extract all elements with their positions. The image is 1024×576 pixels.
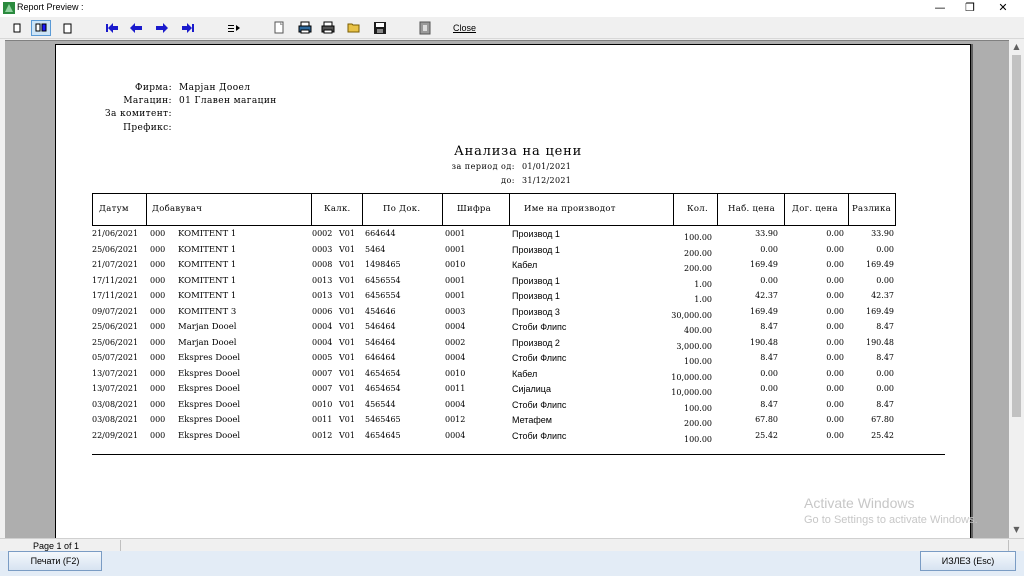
cell-razlika: 0.00: [876, 244, 894, 254]
scrollbar-thumb[interactable]: [1012, 55, 1021, 417]
cell-qty: 200.00: [684, 264, 712, 273]
cell-qty: 200.00: [684, 248, 712, 258]
cell-supplier: Marjan Dooel: [178, 337, 237, 348]
cell-kalk: 0003: [312, 244, 333, 254]
cell-doc: 5464: [365, 244, 386, 254]
cell-razlika: 42.37: [871, 291, 894, 300]
cell-kalk: 0004: [312, 337, 333, 347]
cell-kalk: 0004: [312, 322, 333, 331]
cell-sifra: 0003: [445, 306, 466, 316]
cell-sifra: 0011: [445, 384, 466, 393]
table-row: [92, 322, 912, 337]
cell-qty: 1.00: [694, 295, 712, 304]
cell-dog-cena: 0.00: [826, 322, 844, 331]
cell-razlika: 0.00: [876, 275, 894, 285]
cell-v: V01: [339, 353, 355, 362]
cell-code: 000: [150, 430, 166, 440]
cell-razlika: 169.49: [866, 306, 894, 316]
cell-date: 03/08/2021: [92, 399, 139, 409]
firma-value: Марјан Дооел: [179, 83, 251, 93]
cell-razlika: 190.48: [866, 337, 894, 347]
cell-dog-cena: 0.00: [826, 229, 844, 238]
cell-code: 000: [150, 229, 166, 238]
cell-supplier: Ekspres Dooel: [178, 415, 241, 425]
cell-razlika: 0.00: [876, 384, 894, 393]
close-window-button[interactable]: ✕: [998, 1, 1008, 14]
cell-qty: 10,000.00: [671, 388, 712, 397]
cell-product: Производ 1: [512, 275, 560, 286]
last-page-icon[interactable]: [180, 20, 196, 36]
cell-product: Кабел: [512, 368, 538, 379]
scroll-down-icon[interactable]: ▼: [1013, 525, 1020, 534]
cell-qty: 3,000.00: [676, 341, 712, 351]
cell-sifra: 0001: [445, 229, 466, 238]
col-ime-proizvod: Име на производот: [524, 204, 616, 214]
prefiks-label: Префикс:: [123, 123, 172, 133]
cell-nab-cena: 8.47: [760, 322, 778, 331]
scroll-up-icon[interactable]: ▲: [1013, 42, 1020, 51]
cell-code: 000: [150, 291, 166, 300]
col-dog-cena: Дог. цена: [792, 204, 838, 214]
cell-v: V01: [339, 415, 355, 424]
cell-qty: 100.00: [684, 403, 712, 413]
cell-doc: 4654654: [365, 384, 401, 393]
bottom-button-bar: [0, 551, 1024, 576]
cell-doc: 4654645: [365, 430, 401, 440]
col-sifra: Шифра: [457, 204, 492, 214]
activate-windows-watermark: [804, 495, 978, 526]
col-kalk: Калк.: [324, 204, 351, 214]
cell-supplier: KOMITENT 3: [178, 306, 237, 317]
cell-date: 25/06/2021: [92, 244, 139, 254]
exit-icon[interactable]: [417, 20, 433, 36]
cell-supplier: Ekspres Dooel: [178, 368, 241, 379]
goto-page-icon[interactable]: [226, 20, 242, 36]
cell-v: V01: [339, 306, 355, 316]
cell-sifra: 0001: [445, 291, 466, 300]
print-button[interactable]: Печати (F2): [8, 551, 102, 571]
cell-code: 000: [150, 384, 166, 393]
cell-v: V01: [339, 275, 355, 285]
activate-title: Activate Windows: [804, 495, 915, 511]
cell-dog-cena: 0.00: [826, 291, 844, 300]
cell-sifra: 0001: [445, 275, 466, 285]
cell-doc: 646464: [365, 353, 396, 362]
cell-sifra: 0004: [445, 353, 466, 362]
cell-code: 000: [150, 260, 166, 269]
cell-product: Производ 1: [512, 244, 560, 255]
table-row: [92, 369, 912, 384]
cell-supplier: Ekspres Dooel: [178, 430, 241, 441]
cell-dog-cena: 0.00: [826, 244, 844, 254]
cell-date: 17/11/2021: [92, 291, 139, 300]
page-indicator: Page 1 of 1: [33, 541, 80, 551]
cell-code: 000: [150, 353, 166, 362]
cell-supplier: KOMITENT 1: [178, 229, 237, 239]
cell-nab-cena: 8.47: [760, 399, 778, 409]
cell-sifra: 0002: [445, 337, 466, 347]
period-from-value: 01/01/2021: [522, 162, 572, 171]
cell-doc: 546464: [365, 322, 396, 331]
cell-qty: 10,000.00: [671, 372, 712, 382]
cell-supplier: KOMITENT 1: [178, 260, 237, 270]
cell-nab-cena: 42.37: [755, 291, 778, 300]
table-row: [92, 431, 912, 446]
open-icon[interactable]: [346, 20, 362, 36]
cell-v: V01: [339, 337, 355, 347]
cell-doc: 456544: [365, 399, 396, 409]
cell-kalk: 0013: [312, 275, 333, 285]
cell-date: 25/06/2021: [92, 322, 139, 331]
restore-button[interactable]: ❐: [965, 1, 975, 14]
cell-supplier: KOMITENT 1: [178, 244, 237, 255]
cell-date: 03/08/2021: [92, 415, 139, 424]
cell-date: 25/06/2021: [92, 337, 139, 347]
cell-product: Производ 3: [512, 306, 560, 317]
cell-razlika: 33.90: [871, 229, 894, 238]
cell-supplier: Marjan Dooel: [178, 322, 237, 332]
cell-code: 000: [150, 306, 166, 316]
cell-dog-cena: 0.00: [826, 260, 844, 269]
next-page-icon[interactable]: [154, 20, 170, 36]
window-title: Report Preview :: [17, 2, 84, 12]
save-icon[interactable]: [372, 20, 388, 36]
cell-razlika: 25.42: [871, 430, 894, 440]
cell-dog-cena: 0.00: [826, 337, 844, 347]
copy-icon[interactable]: [271, 20, 287, 36]
cell-nab-cena: 0.00: [760, 244, 778, 254]
col-kol: Кол.: [687, 204, 708, 214]
cell-code: 000: [150, 337, 166, 347]
cell-v: V01: [339, 291, 355, 300]
cell-product: Производ 1: [512, 291, 560, 301]
cell-razlika: 169.49: [866, 260, 894, 269]
print-icon[interactable]: [320, 20, 336, 36]
app-icon: [3, 2, 15, 14]
table-bottom-line: [92, 454, 945, 455]
cell-code: 000: [150, 415, 166, 424]
cell-product: Стоби Флипс: [512, 430, 567, 441]
exit-button[interactable]: ИЗЛЕЗ (Esc): [920, 551, 1016, 571]
vertical-scrollbar[interactable]: [1009, 40, 1024, 538]
cell-sifra: 0001: [445, 244, 466, 254]
cell-dog-cena: 0.00: [826, 368, 844, 378]
period-to-value: 31/12/2021: [522, 176, 572, 185]
cell-doc: 1498465: [365, 260, 401, 269]
cell-razlika: 0.00: [876, 368, 894, 378]
cell-code: 000: [150, 275, 166, 285]
report-title: Анализа на цени: [454, 144, 583, 159]
col-nab-cena: Наб. цена: [728, 204, 775, 214]
table-row: [92, 353, 912, 368]
cell-qty: 400.00: [684, 326, 712, 335]
table-row: [92, 291, 912, 306]
single-page-icon[interactable]: [9, 20, 25, 36]
cell-product: Стоби Флипс: [512, 399, 567, 410]
cell-dog-cena: 0.00: [826, 306, 844, 316]
cell-kalk: 0012: [312, 430, 333, 440]
komitent-label: За комитент:: [105, 109, 172, 119]
cell-doc: 664644: [365, 229, 396, 238]
cell-date: 13/07/2021: [92, 384, 139, 393]
cell-v: V01: [339, 368, 355, 378]
cell-supplier: KOMITENT 1: [178, 275, 237, 286]
cell-product: Производ 1: [512, 229, 560, 239]
cell-product: Метафем: [512, 415, 552, 425]
col-dobavuvac: Добавувач: [152, 204, 203, 214]
table-row: [92, 229, 912, 244]
table-row: [92, 260, 912, 275]
cell-kalk: 0011: [312, 415, 333, 424]
cell-date: 21/07/2021: [92, 260, 139, 269]
table-header: [92, 193, 896, 226]
firma-label: Фирма:: [134, 83, 172, 93]
cell-razlika: 8.47: [876, 399, 894, 409]
cell-supplier: Ekspres Dooel: [178, 353, 241, 363]
cell-v: V01: [339, 430, 355, 440]
title-bar: [0, 0, 1024, 17]
cell-date: 17/11/2021: [92, 275, 139, 285]
cell-dog-cena: 0.00: [826, 399, 844, 409]
col-po-dok: По Док.: [383, 204, 421, 214]
cell-qty: 100.00: [684, 357, 712, 366]
cell-supplier: Ekspres Dooel: [178, 399, 241, 410]
cell-kalk: 0010: [312, 399, 333, 409]
col-razlika: Разлика: [852, 204, 891, 214]
cell-v: V01: [339, 322, 355, 331]
cell-nab-cena: 0.00: [760, 368, 778, 378]
cell-sifra: 0004: [445, 430, 466, 440]
cell-kalk: 0013: [312, 291, 333, 300]
cell-doc: 6456554: [365, 275, 401, 285]
cell-doc: 454646: [365, 306, 396, 316]
cell-dog-cena: 0.00: [826, 384, 844, 393]
table-row: [92, 338, 912, 353]
cell-dog-cena: 0.00: [826, 275, 844, 285]
cell-date: 05/07/2021: [92, 353, 139, 362]
cell-nab-cena: 33.90: [755, 229, 778, 238]
cell-sifra: 0010: [445, 368, 466, 378]
print-setup-icon[interactable]: [297, 20, 313, 36]
cell-razlika: 8.47: [876, 353, 894, 362]
cell-product: Производ 2: [512, 337, 560, 348]
cell-v: V01: [339, 384, 355, 393]
cell-qty: 30,000.00: [671, 310, 712, 320]
cell-date: 13/07/2021: [92, 368, 139, 378]
cell-doc: 546464: [365, 337, 396, 347]
cell-v: V01: [339, 260, 355, 269]
cell-date: 09/07/2021: [92, 306, 139, 316]
cell-qty: 1.00: [694, 279, 712, 289]
cell-nab-cena: 0.00: [760, 275, 778, 285]
table-row: [92, 276, 912, 291]
cell-code: 000: [150, 244, 166, 254]
cell-product: Сијалица: [512, 384, 551, 394]
cell-code: 000: [150, 399, 166, 409]
table-row: [92, 307, 912, 322]
cell-kalk: 0007: [312, 368, 333, 378]
prev-page-icon[interactable]: [128, 20, 144, 36]
cell-dog-cena: 0.00: [826, 415, 844, 424]
cell-dog-cena: 0.00: [826, 430, 844, 440]
cell-razlika: 8.47: [876, 322, 894, 331]
cell-v: V01: [339, 244, 355, 254]
cell-kalk: 0006: [312, 306, 333, 316]
cell-nab-cena: 169.49: [750, 260, 778, 269]
first-page-icon[interactable]: [104, 20, 120, 36]
cell-razlika: 67.80: [871, 415, 894, 424]
cell-nab-cena: 190.48: [750, 337, 778, 347]
cell-qty: 200.00: [684, 419, 712, 428]
cell-nab-cena: 8.47: [760, 353, 778, 362]
cell-kalk: 0002: [312, 229, 333, 238]
cell-sifra: 0004: [445, 399, 466, 409]
magacin-value: 01 Главен магацин: [179, 96, 277, 106]
cell-qty: 100.00: [684, 233, 712, 242]
cell-code: 000: [150, 368, 166, 378]
cell-product: Кабел: [512, 260, 538, 270]
cell-v: V01: [339, 399, 355, 409]
table-row: [92, 384, 912, 399]
cell-date: 22/09/2021: [92, 430, 139, 440]
cell-kalk: 0008: [312, 260, 333, 269]
cell-date: 21/06/2021: [92, 229, 139, 238]
cell-nab-cena: 0.00: [760, 384, 778, 393]
two-pages-icon[interactable]: [31, 20, 51, 36]
table-row: [92, 245, 912, 260]
cell-sifra: 0004: [445, 322, 466, 331]
cell-qty: 100.00: [684, 434, 712, 444]
status-bar: [0, 538, 1024, 551]
cell-product: Стоби Флипс: [512, 353, 567, 363]
cell-doc: 5465465: [365, 415, 401, 424]
cell-product: Стоби Флипс: [512, 322, 567, 332]
preview-area: [5, 40, 1009, 538]
minimize-button[interactable]: —: [934, 1, 946, 14]
cell-nab-cena: 25.42: [755, 430, 778, 440]
toolbar: [0, 17, 1024, 39]
close-button[interactable]: Close: [453, 23, 477, 33]
cell-nab-cena: 67.80: [755, 415, 778, 424]
cell-nab-cena: 169.49: [750, 306, 778, 316]
cell-code: 000: [150, 322, 166, 331]
cell-supplier: Ekspres Dooel: [178, 384, 241, 394]
table-row: [92, 400, 912, 415]
cell-kalk: 0007: [312, 384, 333, 393]
cell-doc: 4654654: [365, 368, 401, 378]
period-from-label: за период од:: [451, 162, 515, 171]
magacin-label: Магацин:: [123, 96, 172, 106]
cell-doc: 6456554: [365, 291, 401, 300]
cell-v: V01: [339, 229, 355, 238]
cell-kalk: 0005: [312, 353, 333, 362]
cell-supplier: KOMITENT 1: [178, 291, 237, 301]
period-to-label: до:: [501, 176, 515, 185]
cell-sifra: 0012: [445, 415, 466, 424]
report-page: [55, 44, 971, 538]
cell-dog-cena: 0.00: [826, 353, 844, 362]
col-datum: Датум: [99, 204, 129, 214]
table-row: [92, 415, 912, 430]
multi-page-icon[interactable]: [60, 20, 76, 36]
cell-sifra: 0010: [445, 260, 466, 269]
activate-subtitle: Go to Settings to activate Windows.: [804, 514, 978, 526]
